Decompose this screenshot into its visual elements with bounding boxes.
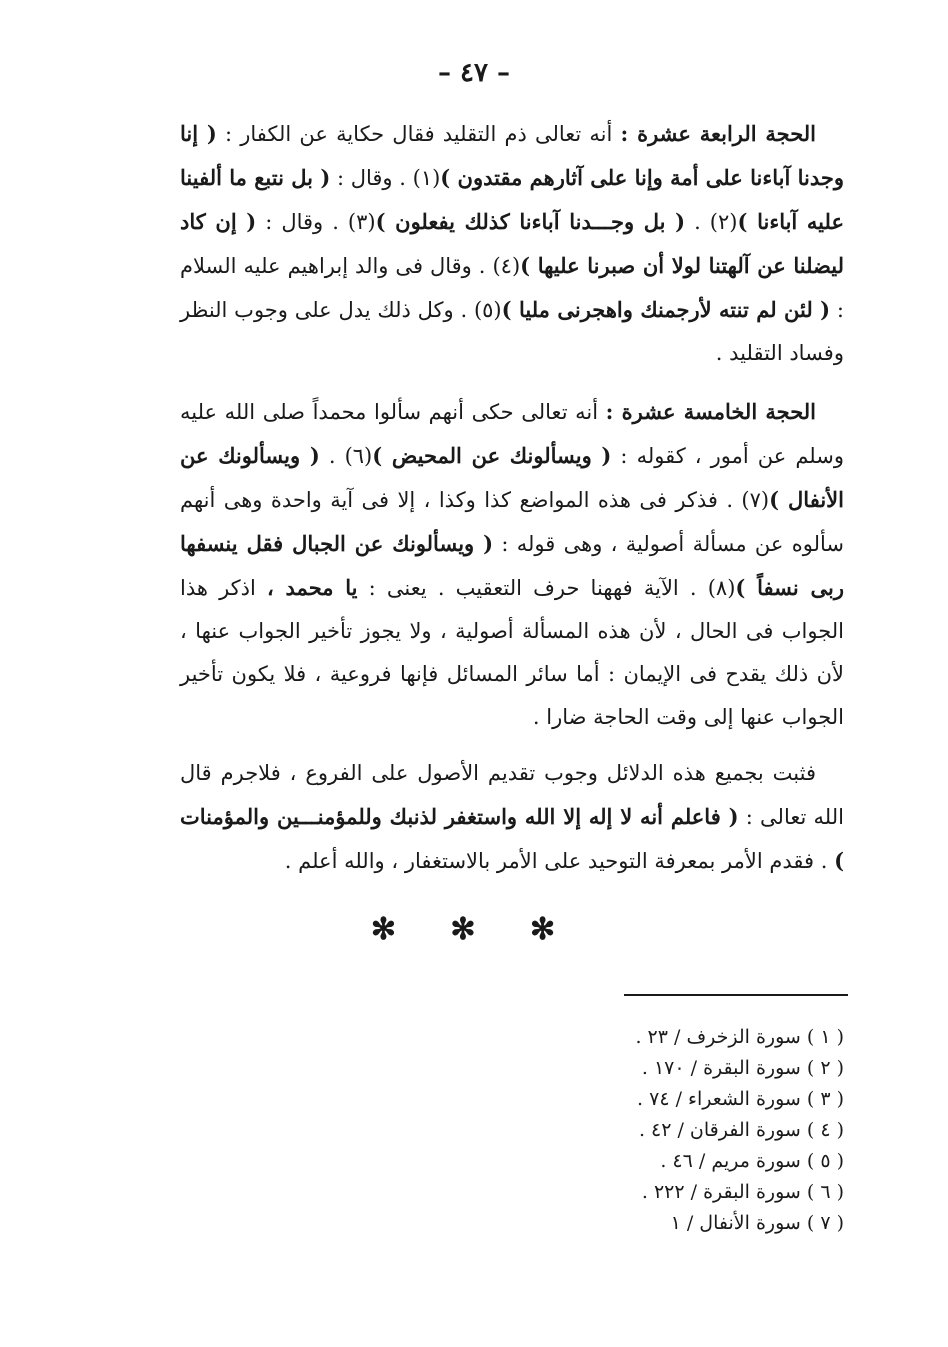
quran-quote: ( ويسألونك عن الأنفال ) bbox=[180, 443, 844, 512]
paragraph-text bbox=[180, 390, 844, 739]
paragraph-text-run: (٢) . bbox=[685, 210, 738, 234]
paragraph-lead: الحجة الرابعة عشرة : bbox=[620, 121, 817, 146]
paragraph-conclusion bbox=[180, 752, 844, 883]
paragraph-text-run: . فقدم الأمر بمعرفة التوحيد على الأمر بالاستغفار ، والله أعلم . bbox=[284, 849, 835, 873]
paragraph-text-run: (١) . وقال : bbox=[330, 166, 441, 190]
paragraph-text-run: (٨) . الآية فههنا حرف التعقيب . يعنى : bbox=[357, 576, 736, 600]
quran-quote: ( ويسألونك عن الجبال فقل ينسفها ربى نسفاً ) bbox=[180, 531, 844, 600]
paragraph-text-run: (٤) . وقال فى والد إبراهيم عليه السلام : bbox=[180, 254, 844, 322]
paragraph-text bbox=[180, 752, 844, 883]
footnote-divider bbox=[624, 994, 848, 996]
paragraph-lead: فثبت بجميع هذه الدلائل وجوب تقديم الأصول على الفروع ، فلاجرم قال الله تعالى : bbox=[180, 761, 844, 829]
footnote-item: ( ٢ ) سورة البقرة / ١٧٠ . bbox=[641, 1057, 844, 1079]
paragraph-body: أنه تعالى ذم التقليد فقال حكاية عن الكفار : bbox=[216, 122, 621, 146]
quran-quote: ( إنا وجدنا آباءنا على أمة وإنا على آثارهم مقتدون ) bbox=[180, 121, 845, 190]
footnote-item: ( ٦ ) سورة البقرة / ٢٢٢ . bbox=[641, 1181, 844, 1203]
paragraph-argument-14 bbox=[180, 112, 844, 375]
paragraph-lead: الحجة الخامسة عشرة : bbox=[605, 399, 816, 424]
footnotes-list bbox=[540, 1022, 844, 1239]
paragraph-text-run: اذكر هذا الجواب فى الحال ، لأن هذه المسألة أصولية ، ولا يجوز تأخير الجواب عنها ، لأن ذلك يقدح فى الإيمان : أما سائر المسائل فإنها فروعية ، فلا يكون تأخير الجواب عنها إلى وقت الحاجة ضارا . bbox=[180, 576, 844, 729]
footnote-item: ( ٧ ) سورة الأنفال / ١ bbox=[670, 1212, 844, 1234]
footnote-item: ( ٤ ) سورة الفرقان / ٤٢ . bbox=[638, 1119, 844, 1141]
paragraph-text-run: (٧) . فذكر فى هذه المواضع كذا وكذا ، إلا فى آية واحدة وهى أنهم سألوه عن مسألة أصولية ، وهى قوله : bbox=[180, 488, 844, 556]
quran-quote: ( بل نتبع ما ألفينا عليه آباءنا ) bbox=[180, 165, 844, 234]
quran-quote: ( ويسألونك عن المحيض ) bbox=[372, 443, 612, 468]
quran-quote: ( إن كاد ليضلنا عن آلهتنا لولا أن صبرنا عليها ) bbox=[180, 209, 845, 278]
paragraph-body: أنه تعالى حكى أنهم سألوا محمداً صلى الله عليه وسلم عن أمور ، كقوله : bbox=[180, 400, 844, 468]
paragraph-text bbox=[180, 112, 844, 375]
quran-quote: ( بل وجـــدنا آباءنا كذلك يفعلون ) bbox=[375, 209, 686, 234]
paragraph-argument-15 bbox=[180, 390, 844, 739]
paragraph-text-run: (٣) . وقال : bbox=[256, 210, 376, 234]
footnote-item: ( ٥ ) سورة مريم / ٤٦ . bbox=[660, 1150, 844, 1172]
section-separator: ✻ ✻ ✻ bbox=[370, 912, 578, 947]
quran-quote: ( لئن لم تنته لأرجمنك واهجرنى مليا ) bbox=[501, 297, 831, 322]
paragraph-text-run: (٦) . bbox=[319, 444, 373, 468]
page-number: – ٤٧ – bbox=[437, 58, 511, 88]
emphasis-text: يا محمد ، bbox=[266, 575, 358, 600]
footnote-item: ( ١ ) سورة الزخرف / ٢٣ . bbox=[635, 1026, 844, 1048]
quran-quote: ( فاعلم أنه لا إله إلا الله واستغفر لذنبك وللمؤمنـــين والمؤمنات ) bbox=[180, 804, 844, 873]
footnote-item: ( ٣ ) سورة الشعراء / ٧٤ . bbox=[637, 1088, 844, 1110]
paragraph-text-run: (٥) . وكل ذلك يدل على وجوب النظر وفساد التقليد . bbox=[180, 298, 844, 365]
